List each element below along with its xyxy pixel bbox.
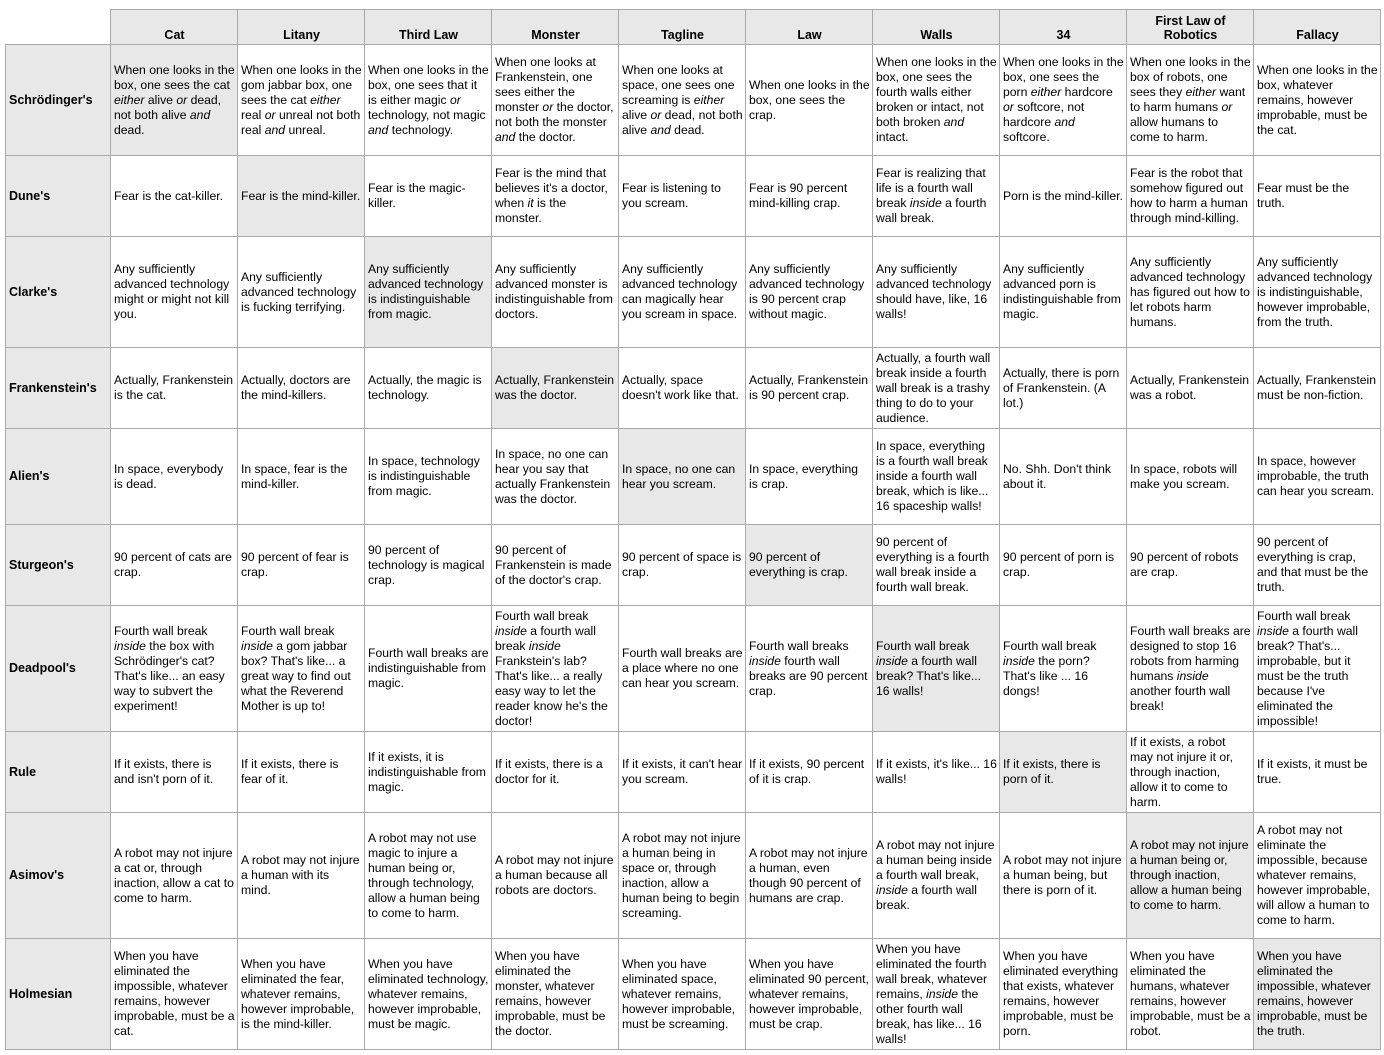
table-cell: If it exists, there is porn of it.	[1000, 732, 1127, 813]
table-cell: When one looks in the box, one sees the cat either alive or dead, not both alive and dead.	[111, 45, 238, 156]
table-cell: When you have eliminated technology, whatever remains, however improbable, must be magic.	[365, 939, 492, 1050]
table-cell: Actually, there is porn of Frankenstein. (A lot.)	[1000, 348, 1127, 429]
table-cell: Fourth wall breaks are indistinguishable from magic.	[365, 606, 492, 732]
table-cell: In space, fear is the mind-killer.	[238, 429, 365, 525]
table-cell: Fourth wall break inside a fourth wall break inside Frankstein's lab? That's like... a really easy way to let the reader know he's the doctor!	[492, 606, 619, 732]
table-row	[6, 525, 1381, 606]
table-cell: 90 percent of technology is magical crap.	[365, 525, 492, 606]
table-cell: If it exists, there is and isn't porn of it.	[111, 732, 238, 813]
table-cell: Actually, doctors are the mind-killers.	[238, 348, 365, 429]
row-header: Rule	[6, 732, 111, 813]
table-row	[6, 813, 1381, 939]
table-cell: A robot may not injure a human being, but there is porn of it.	[1000, 813, 1127, 939]
table-cell: In space, no one can hear you scream.	[619, 429, 746, 525]
table-cell: Fear is listening to you scream.	[619, 156, 746, 237]
table-cell: A robot may not injure a human, even though 90 percent of humans are crap.	[746, 813, 873, 939]
table-cell: A robot may not injure a human being inside a fourth wall break, inside a fourth wall break.	[873, 813, 1000, 939]
table-cell: A robot may not injure a human with its mind.	[238, 813, 365, 939]
table-cell: Actually, Frankenstein is the cat.	[111, 348, 238, 429]
table-cell: Fourth wall break inside a fourth wall break? That's like... 16 walls!	[873, 606, 1000, 732]
row-header: Schrödinger's	[6, 45, 111, 156]
table-cell: Any sufficiently advanced technology should have, like, 16 walls!	[873, 237, 1000, 348]
column-header: First Law of Robotics	[1127, 10, 1254, 45]
row-header: Deadpool's	[6, 606, 111, 732]
table-cell: Actually, Frankenstein is 90 percent crap.	[746, 348, 873, 429]
table-cell: Fourth wall break inside a gom jabbar box? That's like... a great way to find out what the Reverend Mother is up to!	[238, 606, 365, 732]
table-cell: In space, however improbable, the truth can hear you scream.	[1254, 429, 1381, 525]
table-cell: In space, everything is a fourth wall break inside a fourth wall break, which is like... 16 spaceship walls!	[873, 429, 1000, 525]
table-cell: Fourth wall break inside a fourth wall break? That's... improbable, but it must be the truth because I've eliminated the impossible!	[1254, 606, 1381, 732]
column-header: Fallacy	[1254, 10, 1381, 45]
table-cell: 90 percent of cats are crap.	[111, 525, 238, 606]
table-cell: A robot may not injure a human because all robots are doctors.	[492, 813, 619, 939]
header-row	[6, 10, 1381, 45]
column-header: Tagline	[619, 10, 746, 45]
table-cell: Fear must be the truth.	[1254, 156, 1381, 237]
table-cell: Any sufficiently advanced technology is indistinguishable, however improbable, from the truth.	[1254, 237, 1381, 348]
table-cell: When one looks in the box, one sees the fourth walls either broken or intact, not both broken and intact.	[873, 45, 1000, 156]
table-cell: In space, everything is crap.	[746, 429, 873, 525]
table-cell: When you have eliminated the humans, whatever remains, however improbable, must be a robot.	[1127, 939, 1254, 1050]
table-cell: Actually, Frankenstein was the doctor.	[492, 348, 619, 429]
table-cell: Fear is realizing that life is a fourth wall break inside a fourth wall break.	[873, 156, 1000, 237]
table-cell: If it exists, a robot may not injure it or, through inaction, allow it to come to harm.	[1127, 732, 1254, 813]
row-header: Dune's	[6, 156, 111, 237]
row-header: Alien's	[6, 429, 111, 525]
corner-cell	[6, 10, 111, 45]
table-cell: In space, everybody is dead.	[111, 429, 238, 525]
table-cell: A robot may not injure a cat or, through inaction, allow a cat to come to harm.	[111, 813, 238, 939]
table-cell: Fear is the robot that somehow figured out how to harm a human through mind-killing.	[1127, 156, 1254, 237]
table-row	[6, 348, 1381, 429]
table-cell: When one looks in the box, one sees the crap.	[746, 45, 873, 156]
table-cell: If it exists, it's like... 16 walls!	[873, 732, 1000, 813]
table-cell: When one looks in the box, one sees the porn either hardcore or softcore, not hardcore and softcore.	[1000, 45, 1127, 156]
table-cell: 90 percent of robots are crap.	[1127, 525, 1254, 606]
table-cell: In space, robots will make you scream.	[1127, 429, 1254, 525]
row-header: Sturgeon's	[6, 525, 111, 606]
table-cell: A robot may not injure a human being or, through inaction, allow a human being to come to harm.	[1127, 813, 1254, 939]
table-cell: When you have eliminated 90 percent, whatever remains, however improbable, must be crap.	[746, 939, 873, 1050]
table-cell: Actually, a fourth wall break inside a fourth wall break is a trashy thing to do to your audience.	[873, 348, 1000, 429]
table-cell: In space, no one can hear you say that actually Frankenstein was the doctor.	[492, 429, 619, 525]
table-cell: Fear is the magic-killer.	[365, 156, 492, 237]
table-cell: Fear is the mind-killer.	[238, 156, 365, 237]
table-cell: When you have eliminated the fear, whatever remains, however improbable, is the mind-killer.	[238, 939, 365, 1050]
column-header: Walls	[873, 10, 1000, 45]
table-cell: A robot may not eliminate the impossible, because whatever remains, however improbable, will allow a human to come to harm.	[1254, 813, 1381, 939]
table-cell: Actually, the magic is technology.	[365, 348, 492, 429]
table-cell: A robot may not injure a human being in space or, through inaction, allow a human being to begin screaming.	[619, 813, 746, 939]
table-cell: 90 percent of everything is crap.	[746, 525, 873, 606]
table-cell: When you have eliminated the impossible, whatever remains, however improbable, must be a cat.	[111, 939, 238, 1050]
table-cell: Fourth wall break inside the box with Schrödinger's cat? That's like... an easy way to subvert the experiment!	[111, 606, 238, 732]
table-cell: Fear is 90 percent mind-killing crap.	[746, 156, 873, 237]
table-cell: Any sufficiently advanced porn is indistinguishable from magic.	[1000, 237, 1127, 348]
row-header: Clarke's	[6, 237, 111, 348]
table-cell: 90 percent of Frankenstein is made of the doctor's crap.	[492, 525, 619, 606]
table-cell: If it exists, it is indistinguishable from magic.	[365, 732, 492, 813]
row-header: Holmesian	[6, 939, 111, 1050]
table-row	[6, 237, 1381, 348]
table-cell: When one looks in the gom jabbar box, one sees the cat either real or unreal not both real and unreal.	[238, 45, 365, 156]
table-row	[6, 606, 1381, 732]
column-header: Cat	[111, 10, 238, 45]
table-cell: Actually, Frankenstein must be non-fiction.	[1254, 348, 1381, 429]
table-cell: When one looks in the box, whatever remains, however improbable, must be the cat.	[1254, 45, 1381, 156]
table-cell: No. Shh. Don't think about it.	[1000, 429, 1127, 525]
table-cell: When you have eliminated everything that exists, whatever remains, however improbable, must be porn.	[1000, 939, 1127, 1050]
table-cell: Any sufficiently advanced technology is 90 percent crap without magic.	[746, 237, 873, 348]
table-cell: If it exists, there is a doctor for it.	[492, 732, 619, 813]
table-cell: When one looks in the box of robots, one sees they either want to harm humans or allow humans to come to harm.	[1127, 45, 1254, 156]
table-cell: When one looks at Frankenstein, one sees either the monster or the doctor, not both the monster and the doctor.	[492, 45, 619, 156]
table-cell: Fear is the mind that believes it's a doctor, when it is the monster.	[492, 156, 619, 237]
column-header: 34	[1000, 10, 1127, 45]
table-cell: Any sufficiently advanced monster is indistinguishable from doctors.	[492, 237, 619, 348]
table-cell: Fourth wall breaks inside fourth wall breaks are 90 percent crap.	[746, 606, 873, 732]
table-cell: 90 percent of everything is crap, and that must be the truth.	[1254, 525, 1381, 606]
table-cell: Fourth wall breaks are designed to stop 16 robots from harming humans inside another fourth wall break!	[1127, 606, 1254, 732]
table-cell: A robot may not use magic to injure a human being or, through technology, allow a human being to come to harm.	[365, 813, 492, 939]
column-header: Monster	[492, 10, 619, 45]
table-cell: Fourth wall breaks are a place where no one can hear you scream.	[619, 606, 746, 732]
table-cell: If it exists, it can't hear you scream.	[619, 732, 746, 813]
table-cell: Any sufficiently advanced technology has figured out how to let robots harm humans.	[1127, 237, 1254, 348]
column-header: Litany	[238, 10, 365, 45]
row-header: Asimov's	[6, 813, 111, 939]
table-cell: When you have eliminated the fourth wall break, whatever remains, inside the other fourth wall break, has like... 16 walls!	[873, 939, 1000, 1050]
table-cell: 90 percent of everything is a fourth wall break inside a fourth wall break.	[873, 525, 1000, 606]
table-row	[6, 939, 1381, 1050]
table-cell: When you have eliminated space, whatever remains, however improbable, must be screaming.	[619, 939, 746, 1050]
table-row	[6, 45, 1381, 156]
table-cell: Any sufficiently advanced technology is fucking terrifying.	[238, 237, 365, 348]
table-cell: Actually, space doesn't work like that.	[619, 348, 746, 429]
table-cell: Any sufficiently advanced technology might or might not kill you.	[111, 237, 238, 348]
table-row	[6, 732, 1381, 813]
table-cell: When one looks in the box, one sees that it is either magic or technology, not magic and technology.	[365, 45, 492, 156]
table-cell: Any sufficiently advanced technology is indistinguishable from magic.	[365, 237, 492, 348]
table-cell: 90 percent of space is crap.	[619, 525, 746, 606]
table-cell: Porn is the mind-killer.	[1000, 156, 1127, 237]
table-cell: When you have eliminated the monster, whatever remains, however improbable, must be the doctor.	[492, 939, 619, 1050]
row-header: Frankenstein's	[6, 348, 111, 429]
column-header: Law	[746, 10, 873, 45]
table-cell: Any sufficiently advanced technology can magically hear you scream in space.	[619, 237, 746, 348]
table-cell: Fear is the cat-killer.	[111, 156, 238, 237]
table-cell: If it exists, there is fear of it.	[238, 732, 365, 813]
table-cell: In space, technology is indistinguishable from magic.	[365, 429, 492, 525]
table-cell: When one looks at space, one sees one screaming is either alive or dead, not both alive and dead.	[619, 45, 746, 156]
table-row	[6, 156, 1381, 237]
table-cell: 90 percent of fear is crap.	[238, 525, 365, 606]
table-cell: 90 percent of porn is crap.	[1000, 525, 1127, 606]
table-cell: When you have eliminated the impossible, whatever remains, however improbable, must be the truth.	[1254, 939, 1381, 1050]
table-row	[6, 429, 1381, 525]
table-cell: Fourth wall break inside the porn? That's like ... 16 dongs!	[1000, 606, 1127, 732]
crossover-table	[5, 9, 1381, 1050]
table-cell: If it exists, 90 percent of it is crap.	[746, 732, 873, 813]
table-cell: If it exists, it must be true.	[1254, 732, 1381, 813]
table-cell: Actually, Frankenstein was a robot.	[1127, 348, 1254, 429]
column-header: Third Law	[365, 10, 492, 45]
